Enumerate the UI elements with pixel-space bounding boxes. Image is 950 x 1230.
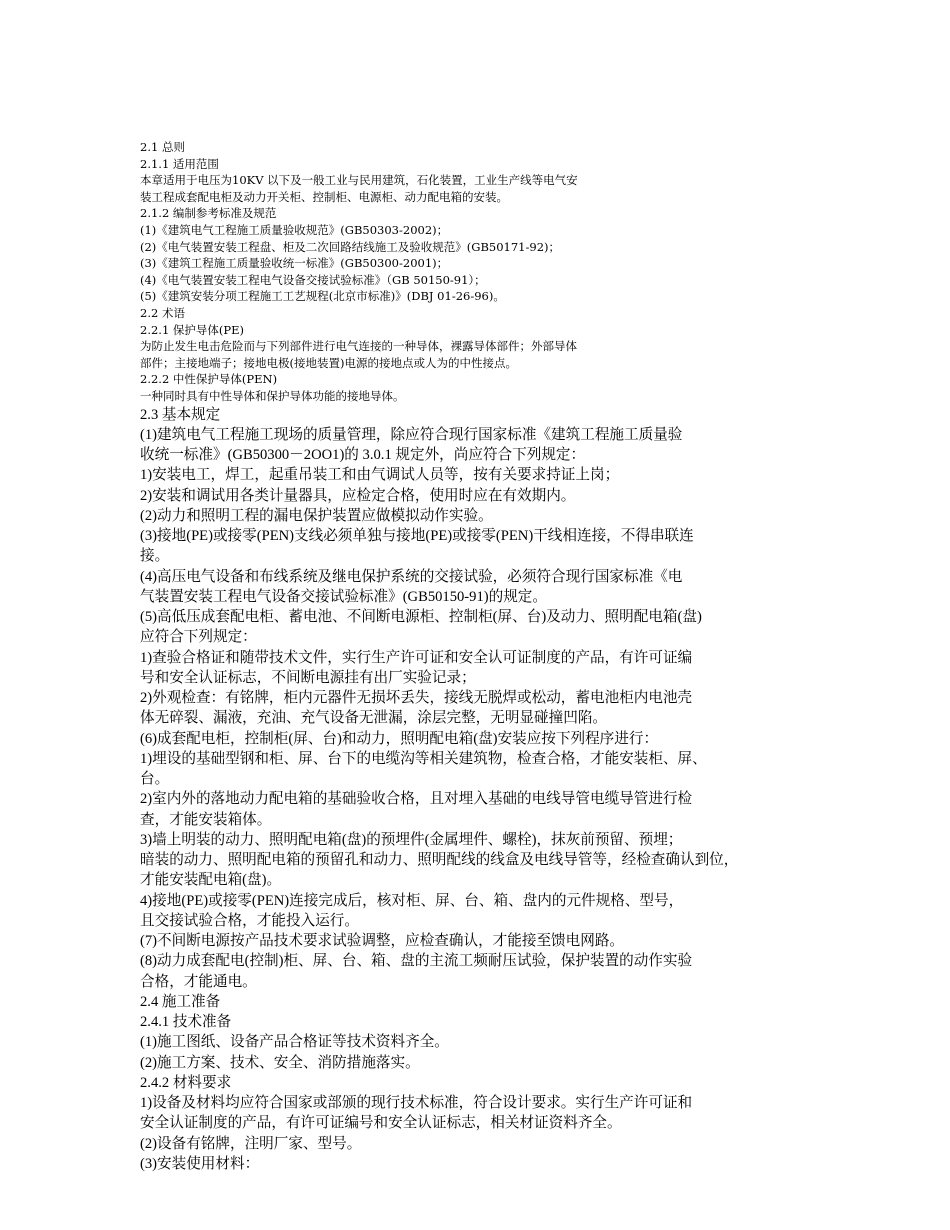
paragraph-line: 本章适用于电压为10KV 以下及一般工业与民用建筑，石化装置，工业生产线等电气安 xyxy=(140,173,578,188)
list-item: 3)墙上明装的动力、照明配电箱(盘)的预埋件(金属埋件、螺栓)，抹灰前预留、预埋； xyxy=(140,831,683,848)
subsection-heading: 2.2.1 保护导体(PE) xyxy=(140,322,245,337)
paragraph-line: (3)接地(PE)或接零(PEN)支线必须单独与接地(PE)或接零(PEN)干线相连接，不得串联连 xyxy=(140,528,694,544)
paragraph-line: 接。 xyxy=(140,548,170,565)
paragraph-line: 装工程成套配电柜及动力开关柜、控制柜、电源柜、动力配电箱的安装。 xyxy=(140,189,508,204)
list-item: 1)埋设的基础型钢和柜、屏、台下的电缆沟等相关建筑物，检查合格，才能安装柜、屏、 xyxy=(140,750,707,767)
paragraph-line: 合格，才能通电。 xyxy=(140,973,257,990)
section-heading: 2.4 施工准备 xyxy=(140,993,221,1010)
subsection-heading: 2.4.1 技术准备 xyxy=(140,1014,232,1030)
section-heading: 2.3 基本规定 xyxy=(140,406,221,423)
section-heading: 2.1 总则 xyxy=(140,140,185,154)
list-item: (2)《电气装置安装工程盘、柜及二次回路结线施工及验收规范》(GB50171-92)； xyxy=(140,239,560,254)
paragraph-line: (6)成套配电柜，控制柜(屏、台)和动力，照明配电箱(盘)安装应按下列程序进行： xyxy=(140,730,659,747)
list-item: 台。 xyxy=(140,771,170,787)
document-section-large xyxy=(140,405,840,1175)
subsection-heading: 2.1.2 编制参考标准及规范 xyxy=(140,206,277,221)
list-item: 4)接地(PE)或接零(PEN)连接完成后，核对柜、屏、台、箱、盘内的元件规格、型号， xyxy=(140,892,684,909)
paragraph-line: (1)建筑电气工程施工现场的质量管理，除应符合现行国家标准《建筑工程施工质量验 xyxy=(140,426,683,443)
list-item: 安全认证制度的产品，有许可证编号和安全认证标志，相关材证资料齐全。 xyxy=(140,1115,622,1132)
paragraph-line: 一种同时具有中性导体和保护导体功能的接地导体。 xyxy=(140,388,405,403)
list-item: 1)设备及材料均应符合国家或部颁的现行技术标准，符合设计要求。实行生产许可证和 xyxy=(140,1095,693,1111)
list-item: 体无碎裂、漏液，充油、充气设备无泄漏，涂层完整，无明显碰撞凹陷。 xyxy=(140,710,608,727)
document-page xyxy=(140,139,840,1174)
paragraph-line: (5)高低压成套配电柜、蓄电池、不间断电源柜、控制柜(屏、台)及动力、照明配电箱(盘) xyxy=(140,609,702,625)
list-item: (4)《电气装置安装工程电气设备交接试验标准》（GB 50150-91）； xyxy=(140,272,486,287)
paragraph-line: (2)施工方案、技术、安全、消防措施落实。 xyxy=(140,1054,420,1071)
paragraph-line: (3)安装使用材料： xyxy=(140,1155,260,1172)
list-item: 1)安装电工，焊工，起重吊装工和由气调试人员等，按有关要求持证上岗； xyxy=(140,467,620,484)
list-item: (3)《建筑工程施工质量验收统一标准》(GB50300-2001)； xyxy=(140,256,449,271)
list-item: (5)《建筑安装分项工程施工工艺规程(北京市标准)》(DBJ 01-26-96)。 xyxy=(140,289,505,304)
paragraph-line: (2)动力和照明工程的漏电保护装置应做模拟动作实验。 xyxy=(140,507,493,524)
list-item: 暗装的动力、照明配电箱的预留孔和动力、照明配线的线盒及电线导管等，经检查确认到位， xyxy=(140,852,739,868)
subsection-heading: 2.4.2 材料要求 xyxy=(140,1074,232,1091)
list-item: 才能安装配电箱(盘)。 xyxy=(140,872,282,889)
list-item: 且交接试验合格，才能投入运行。 xyxy=(140,912,359,929)
paragraph-line: 部件；主接地端子；接地电极(接地装置)电源的接地点或人为的中性接点。 xyxy=(140,355,517,370)
list-item: 2)外观检查：有铭牌，柜内元器件无损坏丢失，接线无脱焊或松动，蓄电池柜内电池壳 xyxy=(140,690,693,706)
paragraph-line: 应符合下列规定： xyxy=(140,629,257,646)
list-item: 查，才能安装箱体。 xyxy=(140,811,272,828)
list-item: 号和安全认证标志，不间断电源挂有出厂实验记录； xyxy=(140,669,476,686)
paragraph-line: (1)施工图纸、设备产品合格证等技术资料齐全。 xyxy=(140,1034,449,1051)
list-item: 1)查验合格证和随带技术文件，实行生产许可证和安全认可证制度的产品，有许可证编 xyxy=(140,649,693,666)
paragraph-line: (7)不间断电源按产品技术要求试验调整，应检查确认，才能接至馈电网路。 xyxy=(140,933,625,949)
paragraph-line: 为防止发生电击危险而与下列部件进行电气连接的一种导体，裸露导体部件；外部导体 xyxy=(140,339,577,354)
paragraph-line: 收统一标准》(GB50300－2OO1)的 3.0.1 规定外，尚应符合下列规定： xyxy=(140,447,586,463)
paragraph-line: (4)高压电气设备和布线系统及继电保护系统的交接试验，必须符合现行国家标准《电 xyxy=(140,568,683,585)
list-item: 2)安装和调试用各类计量器具，应检定合格，使用时应在有效期内。 xyxy=(140,487,576,504)
paragraph-line: (2)设备有铭牌，注明厂家、型号。 xyxy=(140,1135,362,1152)
list-item: 2)室内外的落地动力配电箱的基础验收合格，且对埋入基础的电线导管电缆导管进行检 xyxy=(140,791,693,808)
section-heading: 2.2 术语 xyxy=(140,305,185,320)
paragraph-line: (8)动力成套配电(控制)柜、屏、台、箱、盘的主流工频耐压试验，保护装置的动作实验 xyxy=(140,953,693,970)
paragraph-line: 气装置安装工程电气设备交接试验标准》(GB50150-91)的规定。 xyxy=(140,588,547,605)
subsection-heading: 2.2.2 中性保护导体(PEN) xyxy=(140,372,278,387)
document-section-small xyxy=(140,139,840,405)
list-item: (1)《建筑电气工程施工质量验收规范》(GB50303-2002)； xyxy=(140,222,449,237)
subsection-heading: 2.1.1 适用范围 xyxy=(140,156,219,171)
